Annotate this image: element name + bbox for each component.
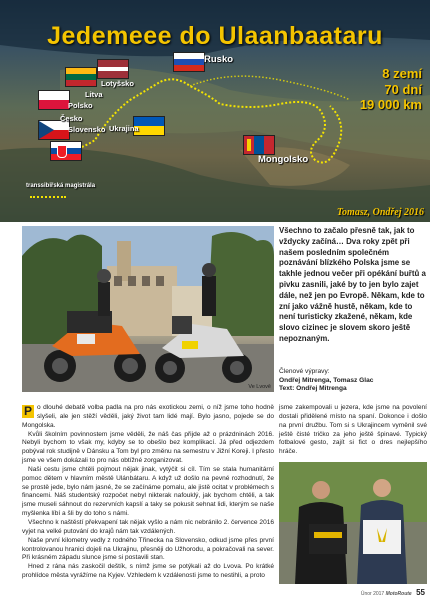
route-map <box>0 0 430 222</box>
drop-cap: P <box>23 404 32 418</box>
map-title: Jedemeee do Ulaanbaataru <box>47 22 383 50</box>
flag-latvia-icon <box>97 59 129 79</box>
author-credit: Tomasz, Ondřej 2016 <box>336 207 424 218</box>
crew-members: Ondřej Mitrenga, Tomasz Glac <box>279 376 374 384</box>
motorcycles-photo <box>22 226 274 392</box>
issue-date: Únor 2017 <box>360 591 385 597</box>
country-label-cesko: Česko <box>60 114 83 123</box>
magazine-name: MotoRoute <box>385 591 412 597</box>
crew-box <box>279 368 427 394</box>
article-column-1 <box>22 404 274 581</box>
country-label-lotyssko: Lotyšsko <box>101 79 134 88</box>
intro-paragraph: Všechno to začalo přesně tak, jak to vždycky začíná… Dva roky zpět při našem posledním společném poznávání blízkého Polska jsme se takhle jednou večer při opékání buřtů a pivku zasnili, jaké by to jen bylo zajet dále, než jen po Evropě. Někam, kde to zní jako vážně hustě, někam, kde to není turisticky zkažené, někam, kde slovo cizinec je slovem skoro ještě nepoznaným. <box>279 226 426 343</box>
country-label-litva: Litva <box>85 90 103 99</box>
legend-line <box>30 196 66 198</box>
country-label-polsko: Polsko <box>68 101 93 110</box>
article-paragraph: Kvůli školním povinnostem jsme věděli, že náš čas přijde až o prázdninách 2016. Nebyli bychom to však my, kdyby se to obešlo bez komplikací. Já před odjezdem pobýval rok studijně v Dánsku a Tom byl pro změnu na semestru v Jižní Koreji. I přesto jsme ve všem dokázali to pro nás obtížné zorganizovat. <box>22 430 274 465</box>
trip-stats <box>360 66 422 113</box>
article-paragraph: P o dlouhé debatě volba padla na pro nás exotickou zemi, o níž jsme toho hodně slyšeli, ale jen stěží věděli, jaký život tam lidé mají. Bylo jasno, pojede se do Mongolska. <box>22 404 274 429</box>
legend-label: transsibiřská magistrála <box>26 183 96 189</box>
flag-poland-icon <box>38 90 70 110</box>
photo-caption: Ve Lvově <box>248 384 271 390</box>
article-paragraph: Všechno k naštěstí překvapení tak nějak vyšlo a nám nic nebránilo 2. července 2016 vyjet na velké putování do krajů nám tak vzdálených. <box>22 518 274 535</box>
country-label-slovensko: Slovensko <box>68 125 106 134</box>
jersey-swap-photo <box>279 462 427 584</box>
flag-slovakia-icon <box>50 141 82 161</box>
stat-distance: 19 000 km <box>359 97 422 112</box>
article-column-2: jsme zakempovali u jezera, kde jsme na povolení dostali přidělené místo na spaní. Dokonce i došlo na první družbu. Tom si s Ukrajincem vyměnil své ještě čisté tričko za jeho ještě špinavé. Typický fotbalové gesto, zajít si fict o dres nejlepšího hráče. <box>279 404 427 456</box>
country-label-ukrajina: Ukrajina <box>109 124 139 133</box>
text-author: Text: Ondřej Mitrenga <box>279 385 347 393</box>
article-paragraph: Naše první kilometry vedly z rodného Třinecka na Slovensko, odkud jsme přes první kontrolovanou hranici dojeli na Ukrajinu, přesněji do Užhorodu, a pokračovali na sever. Při krásném západu slunce jsme si postavili stan. <box>22 536 274 562</box>
country-label-mongolsko: Mongolsko <box>258 154 309 165</box>
page-number: 55 <box>416 588 425 597</box>
page-footer <box>361 588 425 597</box>
flag-russia-icon <box>173 52 205 72</box>
stat-days: 70 dní <box>384 81 422 97</box>
flag-mongolia-icon <box>243 135 275 155</box>
flag-czechia-icon <box>38 120 70 140</box>
country-label-rusko: Rusko <box>204 54 234 65</box>
article-paragraph: Hned z rána nás zaskočil deštík, s nímž jsme se potýkali až do Lvova. Po krátké prohlídce města vyrážíme na Kyjev. Vzhledem k vzdálenosti jsme to nestihli, a proto <box>22 563 274 580</box>
article-paragraph: Naši cestu jsme chtěli pojmout nějak jinak, vytýčit si cíl. Tím se stala humanitární pomoc dětem v hlavním městě Ulánbátaru. A když už došlo na pevné rozhodnutí, že se prostě jede, bylo nám jasné, že se začínáme pomalu, ale jistě ocitat v problémech s financemi. Náš studentský rozpočet nebyl nikterak nafouklý, jak bychom chtěli, a tak jsme museli sáhnout do rezervních kapslí a taky se pokusit sehnat lidi, kterým se naše myšlenka líbí a šli by do toho s námi. <box>22 465 274 518</box>
flag-lithuania-icon <box>65 67 97 87</box>
photo-scene <box>22 226 274 392</box>
crew-label: Členové výpravy: <box>279 368 330 375</box>
photo2-scene <box>279 462 427 584</box>
stat-countries: 8 zemí <box>382 66 422 81</box>
